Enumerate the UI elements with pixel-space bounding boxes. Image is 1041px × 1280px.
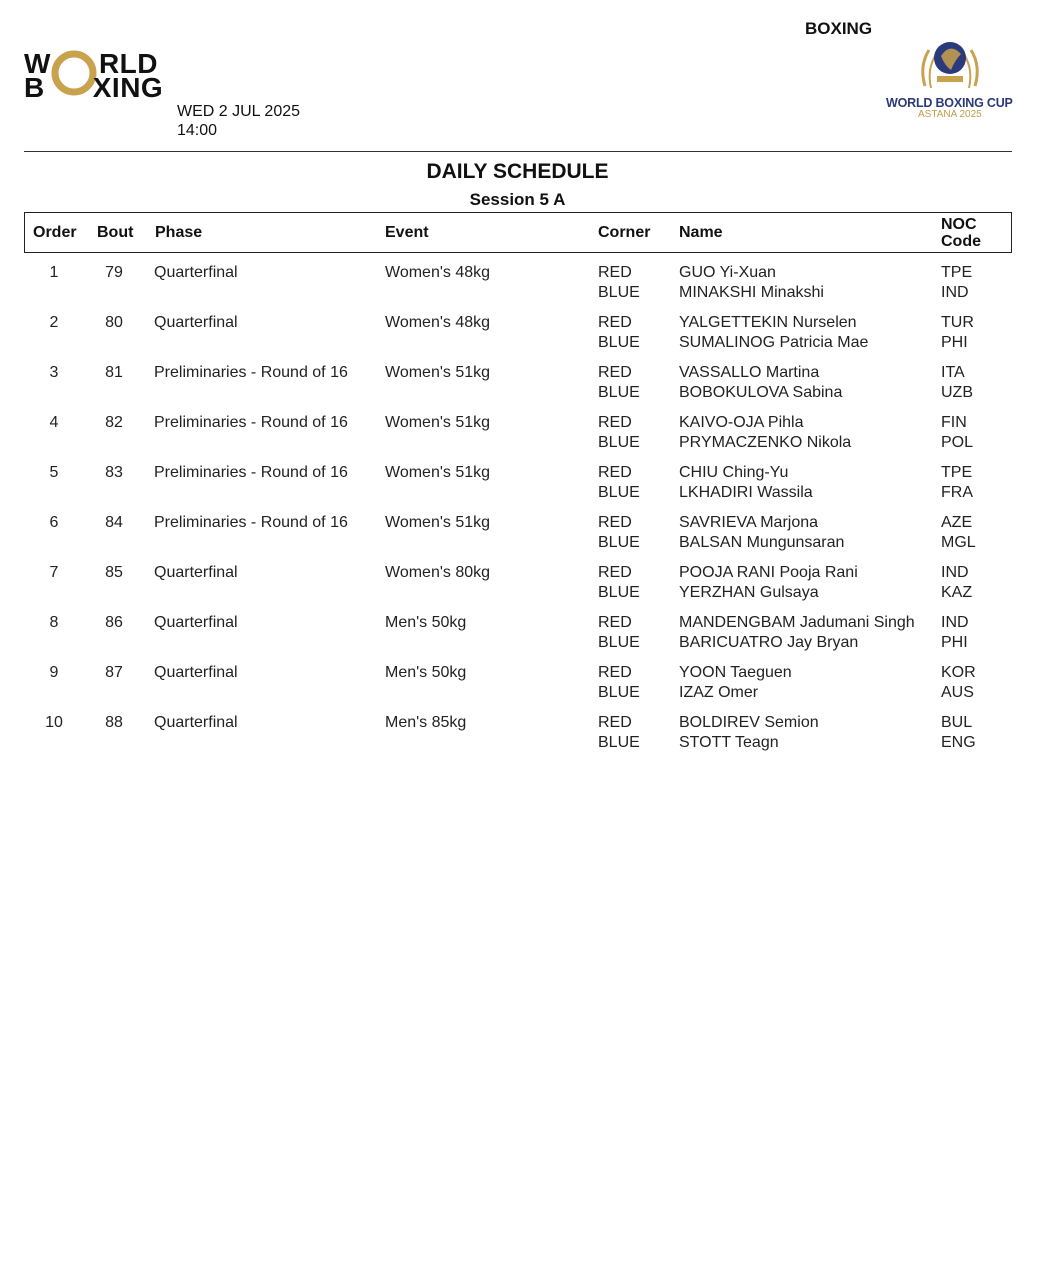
logo-line1: W RLD [24,48,158,79]
cell-event: Men's 50kg [385,614,467,631]
session-title: Session 5 A [469,190,566,209]
cup-city: ASTANA 2025 [918,109,982,120]
cell-corner: RED BLUE [598,414,640,451]
cell-corner: RED BLUE [598,714,640,751]
cup-name: WORLD BOXING CUP [886,96,1013,110]
col-corner: Corner [598,224,651,241]
cell-name: BOLDIREV Semion STOTT Teagn [679,714,819,751]
table-header [24,212,1012,253]
table-row [0,713,1041,763]
cell-name: GUO Yi-Xuan MINAKSHI Minakshi [679,264,824,301]
table-row [0,363,1041,413]
cell-corner: RED BLUE [598,664,640,701]
page-title: DAILY SCHEDULE [426,160,609,183]
cell-noc: FIN POL [941,414,974,451]
table-row [0,463,1041,513]
cell-bout: 85 [105,564,123,581]
schedule-date: WED 2 JUL 2025 [177,103,301,120]
cell-order: 4 [49,414,59,431]
cell-name: KAIVO-OJA Pihla PRYMACZENKO Nikola [679,414,852,451]
cell-name: MANDENGBAM Jadumani Singh BARICUATRO Jay Bryan [679,614,915,651]
cell-bout: 81 [105,364,123,381]
cell-name: YOON Taeguen IZAZ Omer [679,664,792,701]
cell-bout: 88 [105,714,123,731]
header-divider [24,151,1012,152]
cell-phase: Quarterfinal [154,614,238,631]
cell-event: Women's 51kg [385,414,491,431]
cell-corner: RED BLUE [598,564,640,601]
cell-name: SAVRIEVA Marjona BALSAN Mungunsaran [679,514,845,551]
world-boxing-logo [24,48,184,103]
table-row [0,663,1041,713]
sport-title: BOXING [805,19,873,38]
col-noc: NOC Code [941,216,981,250]
col-event: Event [385,224,429,241]
cell-bout: 83 [105,464,123,481]
cup-emblem-icon [885,36,1013,96]
cell-bout: 86 [105,614,123,631]
col-order: Order [33,224,77,241]
cell-corner: RED BLUE [598,264,640,301]
date-time [177,102,300,140]
logo-line2: B XING [24,72,164,103]
cell-order: 6 [49,514,59,531]
cell-name: VASSALLO Martina BOBOKULOVA Sabina [679,364,843,401]
cell-bout: 80 [105,314,123,331]
col-phase: Phase [155,224,203,241]
cell-phase: Preliminaries - Round of 16 [154,414,348,431]
cell-event: Women's 51kg [385,364,491,381]
cell-noc: IND PHI [941,614,969,651]
cell-corner: RED BLUE [598,364,640,401]
cell-order: 7 [49,564,59,581]
cell-event: Men's 85kg [385,714,467,731]
cell-order: 8 [49,614,59,631]
cell-name: YALGETTEKIN Nurselen SUMALINOG Patricia Mae [679,314,869,351]
cell-noc: IND KAZ [941,564,973,601]
table-row [0,413,1041,463]
cell-corner: RED BLUE [598,514,640,551]
table-row [0,263,1041,313]
cell-noc: TPE FRA [941,464,973,501]
cell-event: Women's 48kg [385,264,491,281]
cell-event: Women's 51kg [385,514,491,531]
cell-order: 2 [49,314,59,331]
cell-order: 5 [49,464,59,481]
table-row [0,313,1041,363]
cell-corner: RED BLUE [598,464,640,501]
cell-bout: 84 [105,514,123,531]
cell-name: POOJA RANI Pooja Rani YERZHAN Gulsaya [679,564,858,601]
cell-phase: Quarterfinal [154,664,238,681]
cell-event: Women's 48kg [385,314,491,331]
cell-order: 1 [49,264,59,281]
cell-phase: Quarterfinal [154,314,238,331]
cell-event: Men's 50kg [385,664,467,681]
table-row [0,513,1041,563]
cell-bout: 82 [105,414,123,431]
cell-order: 9 [49,664,59,681]
cell-phase: Preliminaries - Round of 16 [154,514,348,531]
cell-noc: TPE IND [941,264,973,301]
cell-order: 3 [49,364,59,381]
cell-corner: RED BLUE [598,314,640,351]
cell-noc: KOR AUS [941,664,976,701]
col-name: Name [679,224,723,241]
cell-noc: BUL ENG [941,714,976,751]
cell-phase: Preliminaries - Round of 16 [154,464,348,481]
cell-noc: AZE MGL [941,514,976,551]
col-bout: Bout [97,224,134,241]
cell-bout: 79 [105,264,123,281]
cell-name: CHIU Ching-Yu LKHADIRI Wassila [679,464,813,501]
cell-phase: Quarterfinal [154,714,238,731]
cell-bout: 87 [105,664,123,681]
cell-corner: RED BLUE [598,614,640,651]
schedule-table-body [0,263,1041,763]
table-row [0,563,1041,613]
cell-phase: Preliminaries - Round of 16 [154,364,348,381]
cell-event: Women's 80kg [385,564,491,581]
cell-phase: Quarterfinal [154,564,238,581]
cell-event: Women's 51kg [385,464,491,481]
cell-order: 10 [45,714,63,731]
table-row [0,613,1041,663]
cell-phase: Quarterfinal [154,264,238,281]
cell-noc: TUR PHI [941,314,974,351]
schedule-time: 14:00 [177,122,218,139]
cell-noc: ITA UZB [941,364,973,401]
